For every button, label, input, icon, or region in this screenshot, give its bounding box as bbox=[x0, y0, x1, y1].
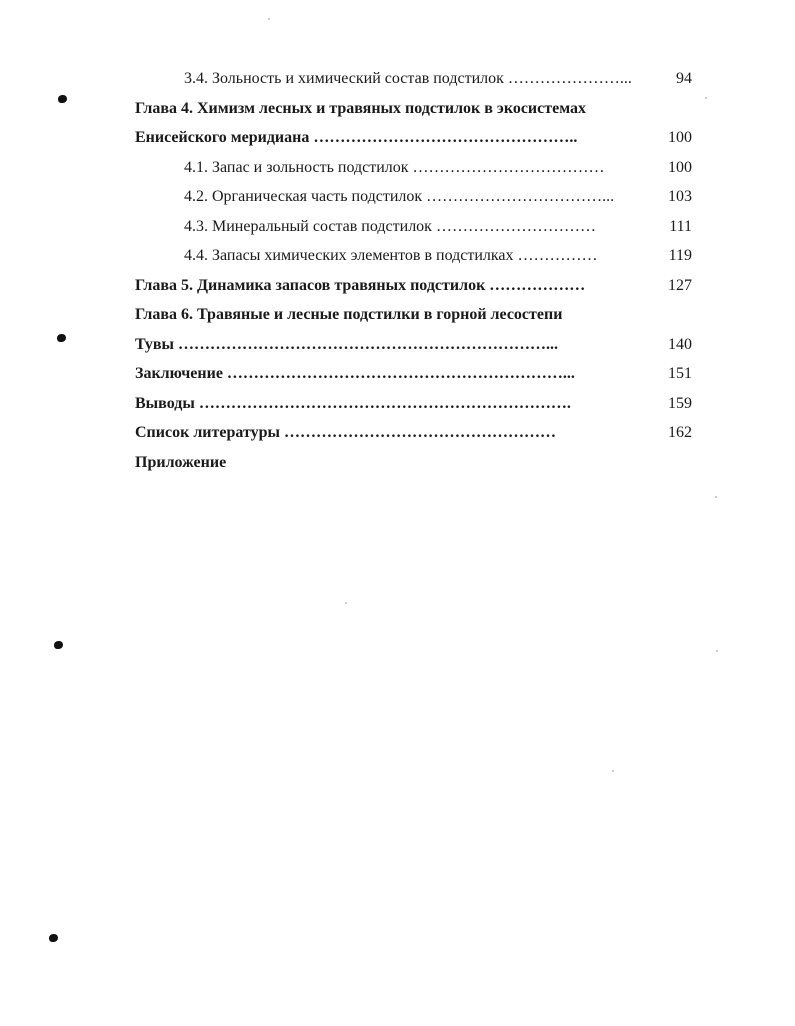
toc-entry bbox=[135, 153, 705, 183]
toc-entry-title: Глава 4. Химизм лесных и травяных подстилок в экосистемах bbox=[135, 99, 586, 117]
toc-entry bbox=[135, 300, 705, 330]
scan-speck bbox=[345, 602, 347, 604]
toc-entry bbox=[135, 212, 705, 242]
toc-entry-title: Тувы ……………………………………………………………... bbox=[135, 335, 559, 353]
toc-entry-page: 159 bbox=[668, 394, 692, 412]
scan-speck bbox=[612, 770, 614, 772]
toc-entry bbox=[135, 94, 705, 124]
toc-entry bbox=[135, 359, 705, 389]
table-of-contents bbox=[135, 64, 705, 477]
toc-entry-title: Список литературы …………………………………………… bbox=[135, 424, 556, 441]
toc-entry-page: 162 bbox=[668, 424, 692, 441]
binding-hole-mark bbox=[58, 95, 67, 103]
scan-speck bbox=[705, 97, 707, 99]
toc-entry-title: Заключение ………………………………………………………... bbox=[135, 365, 575, 382]
toc-entry-title: Енисейского меридиана ………………………………………….. bbox=[135, 129, 578, 146]
toc-entry-page: 103 bbox=[668, 188, 692, 205]
toc-entry-title: Глава 5. Динамика запасов травяных подстилок ……………… bbox=[135, 276, 586, 294]
toc-entry-page: 151 bbox=[668, 365, 692, 382]
toc-entry bbox=[135, 418, 705, 448]
toc-entry-title: 4.1. Запас и зольность подстилок ……………………………… bbox=[184, 158, 605, 176]
scan-speck bbox=[716, 650, 718, 652]
toc-entry-page: 100 bbox=[668, 129, 692, 146]
scan-speck bbox=[715, 496, 717, 498]
toc-entry bbox=[135, 389, 705, 419]
toc-entry-page: 100 bbox=[668, 158, 692, 176]
toc-entry-title: Приложение bbox=[135, 453, 227, 471]
binding-hole-mark bbox=[54, 641, 63, 649]
toc-entry bbox=[135, 271, 705, 301]
toc-entry-title: 4.4. Запасы химических элементов в подстилках …………… bbox=[184, 247, 598, 264]
toc-entry-title: 4.2. Органическая часть подстилок ……………………………... bbox=[184, 188, 615, 205]
scan-speck bbox=[268, 18, 270, 20]
toc-entry-page: 119 bbox=[668, 247, 692, 264]
toc-entry-page: 94 bbox=[676, 70, 692, 87]
toc-entry-title: Выводы ……………………………………………………………. bbox=[135, 394, 571, 412]
toc-entry-page: 140 bbox=[668, 335, 692, 353]
toc-entry bbox=[135, 241, 705, 271]
toc-entry bbox=[135, 448, 705, 478]
toc-entry bbox=[135, 64, 705, 94]
toc-entry-page: 111 bbox=[669, 217, 692, 235]
toc-entry-title: 3.4. Зольность и химический состав подстилок …………………... bbox=[184, 70, 632, 87]
toc-entry-title: 4.3. Минеральный состав подстилок ………………………… bbox=[184, 217, 596, 235]
toc-entry-title: Глава 6. Травяные и лесные подстилки в горной лесостепи bbox=[135, 306, 563, 323]
toc-entry-page: 127 bbox=[668, 276, 692, 294]
toc-entry bbox=[135, 123, 705, 153]
toc-entry bbox=[135, 330, 705, 360]
toc-entry bbox=[135, 182, 705, 212]
binding-hole-mark bbox=[49, 934, 58, 942]
binding-hole-mark bbox=[57, 334, 66, 342]
